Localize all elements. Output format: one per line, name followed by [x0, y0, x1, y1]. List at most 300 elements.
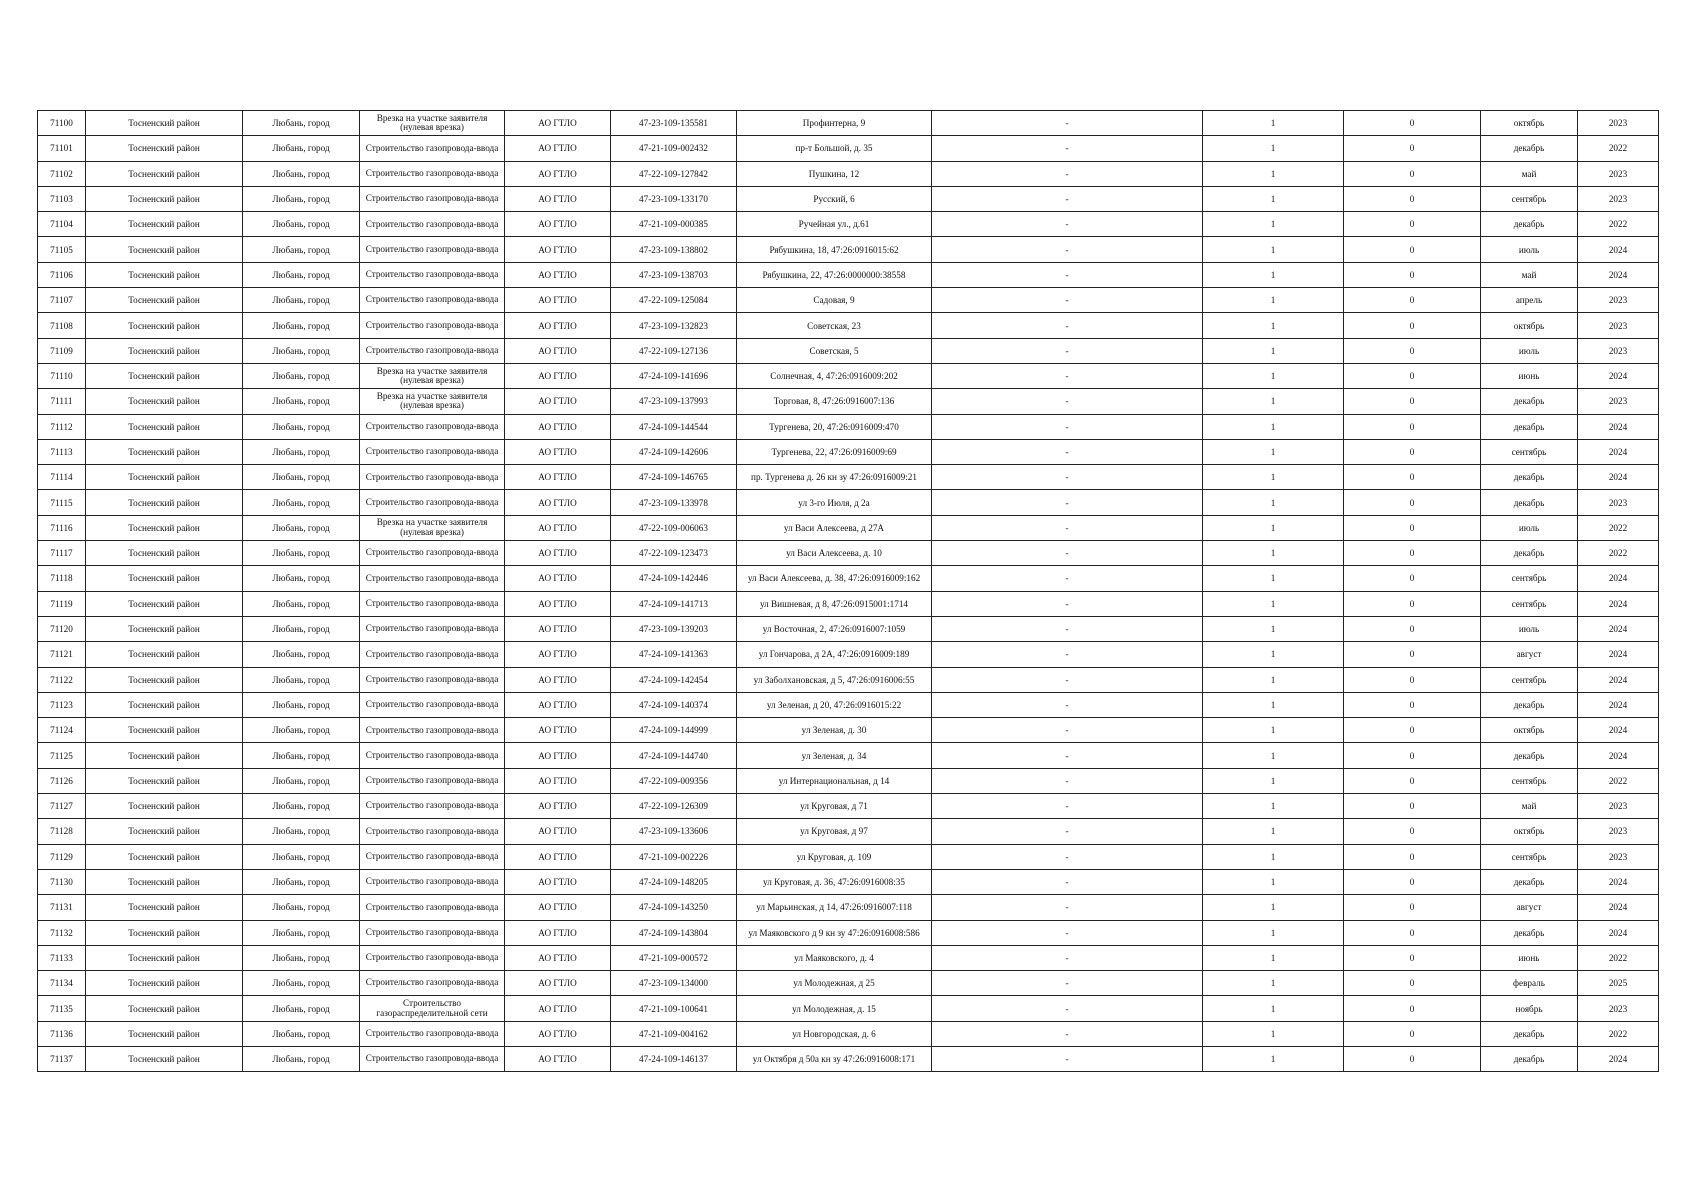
work-type-cell: Строительство газопровода-ввода	[360, 591, 505, 616]
row-number-cell: 71136	[38, 1021, 86, 1046]
settlement-cell: Любань, город	[243, 616, 360, 641]
row-number-cell: 71102	[38, 161, 86, 186]
year-cell: 2024	[1578, 465, 1659, 490]
row-number-cell: 71133	[38, 945, 86, 970]
work-type-cell: Врезка на участке заявителя (нулевая врезка)	[360, 515, 505, 540]
settlement-cell: Любань, город	[243, 363, 360, 388]
district-cell: Тосненский район	[86, 465, 243, 490]
settlement-cell: Любань, город	[243, 819, 360, 844]
row-number-cell: 71126	[38, 768, 86, 793]
settlement-cell: Любань, город	[243, 971, 360, 996]
month-cell: декабрь	[1481, 920, 1578, 945]
note-cell: -	[932, 692, 1203, 717]
work-type-cell: Строительство газопровода-ввода	[360, 616, 505, 641]
settlement-cell: Любань, город	[243, 566, 360, 591]
month-cell: сентябрь	[1481, 186, 1578, 211]
code-cell: 47-24-109-142454	[611, 667, 737, 692]
count-cell: 1	[1203, 895, 1344, 920]
note-cell: -	[932, 439, 1203, 464]
settlement-cell: Любань, город	[243, 389, 360, 414]
district-cell: Тосненский район	[86, 566, 243, 591]
note-cell: -	[932, 971, 1203, 996]
zero-cell: 0	[1344, 212, 1481, 237]
month-cell: октябрь	[1481, 819, 1578, 844]
month-cell: декабрь	[1481, 465, 1578, 490]
work-type-cell: Строительство газопровода-ввода	[360, 718, 505, 743]
zero-cell: 0	[1344, 667, 1481, 692]
row-number-cell: 71100	[38, 111, 86, 136]
district-cell: Тосненский район	[86, 136, 243, 161]
row-number-cell: 71128	[38, 819, 86, 844]
code-cell: 47-23-109-135581	[611, 111, 737, 136]
note-cell: -	[932, 237, 1203, 262]
work-type-cell: Строительство газопровода-ввода	[360, 161, 505, 186]
note-cell: -	[932, 161, 1203, 186]
zero-cell: 0	[1344, 439, 1481, 464]
month-cell: октябрь	[1481, 313, 1578, 338]
settlement-cell: Любань, город	[243, 338, 360, 363]
table-row	[38, 667, 1659, 692]
count-cell: 1	[1203, 237, 1344, 262]
count-cell: 1	[1203, 313, 1344, 338]
row-number-cell: 71109	[38, 338, 86, 363]
table-row	[38, 111, 1659, 136]
code-cell: 47-23-109-134000	[611, 971, 737, 996]
code-cell: 47-21-109-000385	[611, 212, 737, 237]
address-cell: ул Круговая, д. 36, 47:26:0916008:35	[737, 869, 932, 894]
organization-cell: АО ГТЛО	[505, 971, 611, 996]
settlement-cell: Любань, город	[243, 642, 360, 667]
work-type-cell: Строительство газопровода-ввода	[360, 490, 505, 515]
address-cell: ул Гончарова, д 2А, 47:26:0916009:189	[737, 642, 932, 667]
settlement-cell: Любань, город	[243, 996, 360, 1021]
table-row	[38, 971, 1659, 996]
settlement-cell: Любань, город	[243, 1046, 360, 1071]
month-cell: декабрь	[1481, 389, 1578, 414]
work-type-cell: Врезка на участке заявителя (нулевая врезка)	[360, 111, 505, 136]
table-row	[38, 996, 1659, 1021]
year-cell: 2024	[1578, 743, 1659, 768]
district-cell: Тосненский район	[86, 313, 243, 338]
row-number-cell: 71111	[38, 389, 86, 414]
count-cell: 1	[1203, 439, 1344, 464]
year-cell: 2024	[1578, 895, 1659, 920]
year-cell: 2023	[1578, 844, 1659, 869]
code-cell: 47-23-109-132823	[611, 313, 737, 338]
month-cell: июль	[1481, 616, 1578, 641]
table-row	[38, 743, 1659, 768]
row-number-cell: 71134	[38, 971, 86, 996]
row-number-cell: 71135	[38, 996, 86, 1021]
table-row	[38, 136, 1659, 161]
count-cell: 1	[1203, 1021, 1344, 1046]
table-row	[38, 566, 1659, 591]
table-row	[38, 414, 1659, 439]
table-row	[38, 1046, 1659, 1071]
note-cell: -	[932, 996, 1203, 1021]
year-cell: 2022	[1578, 945, 1659, 970]
count-cell: 1	[1203, 642, 1344, 667]
district-cell: Тосненский район	[86, 869, 243, 894]
settlement-cell: Любань, город	[243, 212, 360, 237]
district-cell: Тосненский район	[86, 439, 243, 464]
year-cell: 2024	[1578, 414, 1659, 439]
zero-cell: 0	[1344, 1021, 1481, 1046]
work-type-cell: Строительство газопровода-ввода	[360, 465, 505, 490]
year-cell: 2022	[1578, 212, 1659, 237]
organization-cell: АО ГТЛО	[505, 794, 611, 819]
code-cell: 47-21-109-004162	[611, 1021, 737, 1046]
row-number-cell: 71121	[38, 642, 86, 667]
organization-cell: АО ГТЛО	[505, 363, 611, 388]
table-row	[38, 515, 1659, 540]
district-cell: Тосненский район	[86, 363, 243, 388]
organization-cell: АО ГТЛО	[505, 186, 611, 211]
code-cell: 47-22-109-127136	[611, 338, 737, 363]
zero-cell: 0	[1344, 844, 1481, 869]
address-cell: Профинтерна, 9	[737, 111, 932, 136]
row-number-cell: 71114	[38, 465, 86, 490]
table-row	[38, 363, 1659, 388]
zero-cell: 0	[1344, 414, 1481, 439]
month-cell: сентябрь	[1481, 667, 1578, 692]
count-cell: 1	[1203, 186, 1344, 211]
month-cell: декабрь	[1481, 490, 1578, 515]
year-cell: 2023	[1578, 996, 1659, 1021]
settlement-cell: Любань, город	[243, 288, 360, 313]
district-cell: Тосненский район	[86, 794, 243, 819]
row-number-cell: 71101	[38, 136, 86, 161]
address-cell: ул Молодежная, д 25	[737, 971, 932, 996]
month-cell: декабрь	[1481, 541, 1578, 566]
district-cell: Тосненский район	[86, 338, 243, 363]
district-cell: Тосненский район	[86, 237, 243, 262]
row-number-cell: 71110	[38, 363, 86, 388]
organization-cell: АО ГТЛО	[505, 212, 611, 237]
table-row	[38, 541, 1659, 566]
settlement-cell: Любань, город	[243, 262, 360, 287]
table-row	[38, 161, 1659, 186]
address-cell: Пушкина, 12	[737, 161, 932, 186]
work-type-cell: Строительство газопровода-ввода	[360, 262, 505, 287]
note-cell: -	[932, 768, 1203, 793]
code-cell: 47-23-109-133170	[611, 186, 737, 211]
organization-cell: АО ГТЛО	[505, 945, 611, 970]
code-cell: 47-24-109-146765	[611, 465, 737, 490]
address-cell: Русский, 6	[737, 186, 932, 211]
organization-cell: АО ГТЛО	[505, 996, 611, 1021]
code-cell: 47-23-109-138802	[611, 237, 737, 262]
settlement-cell: Любань, город	[243, 515, 360, 540]
count-cell: 1	[1203, 591, 1344, 616]
organization-cell: АО ГТЛО	[505, 642, 611, 667]
zero-cell: 0	[1344, 794, 1481, 819]
organization-cell: АО ГТЛО	[505, 768, 611, 793]
work-type-cell: Строительство газопровода-ввода	[360, 844, 505, 869]
month-cell: май	[1481, 794, 1578, 819]
count-cell: 1	[1203, 996, 1344, 1021]
zero-cell: 0	[1344, 819, 1481, 844]
address-cell: Тургенева, 22, 47:26:0916009:69	[737, 439, 932, 464]
code-cell: 47-21-109-000572	[611, 945, 737, 970]
zero-cell: 0	[1344, 465, 1481, 490]
code-cell: 47-22-109-123473	[611, 541, 737, 566]
settlement-cell: Любань, город	[243, 541, 360, 566]
note-cell: -	[932, 566, 1203, 591]
count-cell: 1	[1203, 844, 1344, 869]
year-cell: 2022	[1578, 1021, 1659, 1046]
zero-cell: 0	[1344, 161, 1481, 186]
address-cell: ул Васи Алексеева, д 27А	[737, 515, 932, 540]
row-number-cell: 71119	[38, 591, 86, 616]
district-cell: Тосненский район	[86, 616, 243, 641]
address-cell: Садовая, 9	[737, 288, 932, 313]
note-cell: -	[932, 414, 1203, 439]
year-cell: 2023	[1578, 186, 1659, 211]
table-row	[38, 794, 1659, 819]
note-cell: -	[932, 515, 1203, 540]
count-cell: 1	[1203, 743, 1344, 768]
settlement-cell: Любань, город	[243, 945, 360, 970]
code-cell: 47-24-109-144544	[611, 414, 737, 439]
district-cell: Тосненский район	[86, 591, 243, 616]
count-cell: 1	[1203, 869, 1344, 894]
district-cell: Тосненский район	[86, 743, 243, 768]
district-cell: Тосненский район	[86, 718, 243, 743]
row-number-cell: 71115	[38, 490, 86, 515]
month-cell: июль	[1481, 237, 1578, 262]
year-cell: 2022	[1578, 768, 1659, 793]
year-cell: 2023	[1578, 338, 1659, 363]
year-cell: 2023	[1578, 161, 1659, 186]
note-cell: -	[932, 642, 1203, 667]
code-cell: 47-21-109-002226	[611, 844, 737, 869]
work-type-cell: Строительство газопровода-ввода	[360, 692, 505, 717]
table-row	[38, 895, 1659, 920]
note-cell: -	[932, 212, 1203, 237]
organization-cell: АО ГТЛО	[505, 237, 611, 262]
work-type-cell: Строительство газопровода-ввода	[360, 212, 505, 237]
table-row	[38, 465, 1659, 490]
note-cell: -	[932, 819, 1203, 844]
zero-cell: 0	[1344, 111, 1481, 136]
address-cell: ул Марьинская, д 14, 47:26:0916007:118	[737, 895, 932, 920]
month-cell: декабрь	[1481, 743, 1578, 768]
month-cell: июнь	[1481, 945, 1578, 970]
organization-cell: АО ГТЛО	[505, 692, 611, 717]
month-cell: декабрь	[1481, 136, 1578, 161]
address-cell: ул Молодежная, д. 15	[737, 996, 932, 1021]
settlement-cell: Любань, город	[243, 794, 360, 819]
year-cell: 2025	[1578, 971, 1659, 996]
settlement-cell: Любань, город	[243, 895, 360, 920]
district-cell: Тосненский район	[86, 212, 243, 237]
address-cell: ул Октября д 50а кн зу 47:26:0916008:171	[737, 1046, 932, 1071]
count-cell: 1	[1203, 338, 1344, 363]
address-cell: ул Зеленая, д 20, 47:26:0916015:22	[737, 692, 932, 717]
organization-cell: АО ГТЛО	[505, 515, 611, 540]
address-cell: ул Васи Алексеева, д. 38, 47:26:0916009:162	[737, 566, 932, 591]
district-cell: Тосненский район	[86, 161, 243, 186]
month-cell: ноябрь	[1481, 996, 1578, 1021]
district-cell: Тосненский район	[86, 667, 243, 692]
organization-cell: АО ГТЛО	[505, 490, 611, 515]
note-cell: -	[932, 869, 1203, 894]
settlement-cell: Любань, город	[243, 439, 360, 464]
zero-cell: 0	[1344, 996, 1481, 1021]
district-cell: Тосненский район	[86, 971, 243, 996]
settlement-cell: Любань, город	[243, 743, 360, 768]
row-number-cell: 71132	[38, 920, 86, 945]
row-number-cell: 71127	[38, 794, 86, 819]
district-cell: Тосненский район	[86, 895, 243, 920]
year-cell: 2024	[1578, 439, 1659, 464]
district-cell: Тосненский район	[86, 945, 243, 970]
organization-cell: АО ГТЛО	[505, 667, 611, 692]
work-type-cell: Строительство газопровода-ввода	[360, 1046, 505, 1071]
work-type-cell: Строительство газопровода-ввода	[360, 971, 505, 996]
note-cell: -	[932, 313, 1203, 338]
year-cell: 2024	[1578, 642, 1659, 667]
year-cell: 2024	[1578, 869, 1659, 894]
work-type-cell: Строительство газопровода-ввода	[360, 768, 505, 793]
zero-cell: 0	[1344, 515, 1481, 540]
settlement-cell: Любань, город	[243, 313, 360, 338]
count-cell: 1	[1203, 718, 1344, 743]
work-type-cell: Врезка на участке заявителя (нулевая врезка)	[360, 389, 505, 414]
organization-cell: АО ГТЛО	[505, 566, 611, 591]
note-cell: -	[932, 718, 1203, 743]
count-cell: 1	[1203, 768, 1344, 793]
settlement-cell: Любань, город	[243, 490, 360, 515]
district-cell: Тосненский район	[86, 844, 243, 869]
district-cell: Тосненский район	[86, 111, 243, 136]
work-type-cell: Строительство газопровода-ввода	[360, 136, 505, 161]
address-cell: ул Восточная, 2, 47:26:0916007:1059	[737, 616, 932, 641]
code-cell: 47-22-109-009356	[611, 768, 737, 793]
code-cell: 47-24-109-143804	[611, 920, 737, 945]
work-type-cell: Строительство газопровода-ввода	[360, 869, 505, 894]
table-row	[38, 945, 1659, 970]
table-row	[38, 237, 1659, 262]
address-cell: Тургенева, 20, 47:26:0916009:470	[737, 414, 932, 439]
code-cell: 47-24-109-144999	[611, 718, 737, 743]
district-cell: Тосненский район	[86, 262, 243, 287]
month-cell: июнь	[1481, 363, 1578, 388]
row-number-cell: 71137	[38, 1046, 86, 1071]
row-number-cell: 71116	[38, 515, 86, 540]
zero-cell: 0	[1344, 920, 1481, 945]
year-cell: 2023	[1578, 794, 1659, 819]
table-row	[38, 389, 1659, 414]
zero-cell: 0	[1344, 718, 1481, 743]
table-row	[38, 1021, 1659, 1046]
address-cell: пр-т Большой, д. 35	[737, 136, 932, 161]
zero-cell: 0	[1344, 237, 1481, 262]
work-type-cell: Строительство газопровода-ввода	[360, 819, 505, 844]
month-cell: май	[1481, 161, 1578, 186]
count-cell: 1	[1203, 541, 1344, 566]
note-cell: -	[932, 262, 1203, 287]
row-number-cell: 71108	[38, 313, 86, 338]
month-cell: декабрь	[1481, 212, 1578, 237]
work-type-cell: Строительство газопровода-ввода	[360, 414, 505, 439]
work-type-cell: Строительство газопровода-ввода	[360, 237, 505, 262]
address-cell: Торговая, 8, 47:26:0916007:136	[737, 389, 932, 414]
address-cell: Рябушкина, 18, 47:26:0916015:62	[737, 237, 932, 262]
note-cell: -	[932, 1021, 1203, 1046]
code-cell: 47-22-109-126309	[611, 794, 737, 819]
row-number-cell: 71120	[38, 616, 86, 641]
district-cell: Тосненский район	[86, 389, 243, 414]
district-cell: Тосненский район	[86, 768, 243, 793]
settlement-cell: Любань, город	[243, 718, 360, 743]
row-number-cell: 71124	[38, 718, 86, 743]
district-cell: Тосненский район	[86, 515, 243, 540]
work-type-cell: Строительство газопровода-ввода	[360, 541, 505, 566]
code-cell: 47-21-109-002432	[611, 136, 737, 161]
organization-cell: АО ГТЛО	[505, 541, 611, 566]
code-cell: 47-23-109-138703	[611, 262, 737, 287]
count-cell: 1	[1203, 414, 1344, 439]
address-cell: ул Зеленая, д. 34	[737, 743, 932, 768]
month-cell: июль	[1481, 515, 1578, 540]
table-row	[38, 768, 1659, 793]
organization-cell: АО ГТЛО	[505, 288, 611, 313]
row-number-cell: 71131	[38, 895, 86, 920]
month-cell: октябрь	[1481, 718, 1578, 743]
table-row	[38, 212, 1659, 237]
address-cell: ул Васи Алексеева, д. 10	[737, 541, 932, 566]
year-cell: 2024	[1578, 718, 1659, 743]
note-cell: -	[932, 616, 1203, 641]
address-cell: Советская, 5	[737, 338, 932, 363]
year-cell: 2024	[1578, 616, 1659, 641]
month-cell: декабрь	[1481, 1021, 1578, 1046]
year-cell: 2024	[1578, 591, 1659, 616]
row-number-cell: 71103	[38, 186, 86, 211]
district-cell: Тосненский район	[86, 996, 243, 1021]
district-cell: Тосненский район	[86, 1046, 243, 1071]
note-cell: -	[932, 895, 1203, 920]
count-cell: 1	[1203, 288, 1344, 313]
organization-cell: АО ГТЛО	[505, 111, 611, 136]
work-type-cell: Строительство газопровода-ввода	[360, 439, 505, 464]
month-cell: декабрь	[1481, 869, 1578, 894]
zero-cell: 0	[1344, 389, 1481, 414]
year-cell: 2024	[1578, 1046, 1659, 1071]
row-number-cell: 71112	[38, 414, 86, 439]
table-row	[38, 692, 1659, 717]
code-cell: 47-24-109-143250	[611, 895, 737, 920]
district-cell: Тосненский район	[86, 819, 243, 844]
note-cell: -	[932, 338, 1203, 363]
row-number-cell: 71130	[38, 869, 86, 894]
organization-cell: АО ГТЛО	[505, 920, 611, 945]
settlement-cell: Любань, город	[243, 869, 360, 894]
settlement-cell: Любань, город	[243, 161, 360, 186]
zero-cell: 0	[1344, 692, 1481, 717]
zero-cell: 0	[1344, 616, 1481, 641]
month-cell: сентябрь	[1481, 591, 1578, 616]
table-row	[38, 490, 1659, 515]
code-cell: 47-22-109-125084	[611, 288, 737, 313]
address-cell: ул Интернациональная, д 14	[737, 768, 932, 793]
district-cell: Тосненский район	[86, 414, 243, 439]
year-cell: 2024	[1578, 262, 1659, 287]
month-cell: август	[1481, 642, 1578, 667]
month-cell: февраль	[1481, 971, 1578, 996]
